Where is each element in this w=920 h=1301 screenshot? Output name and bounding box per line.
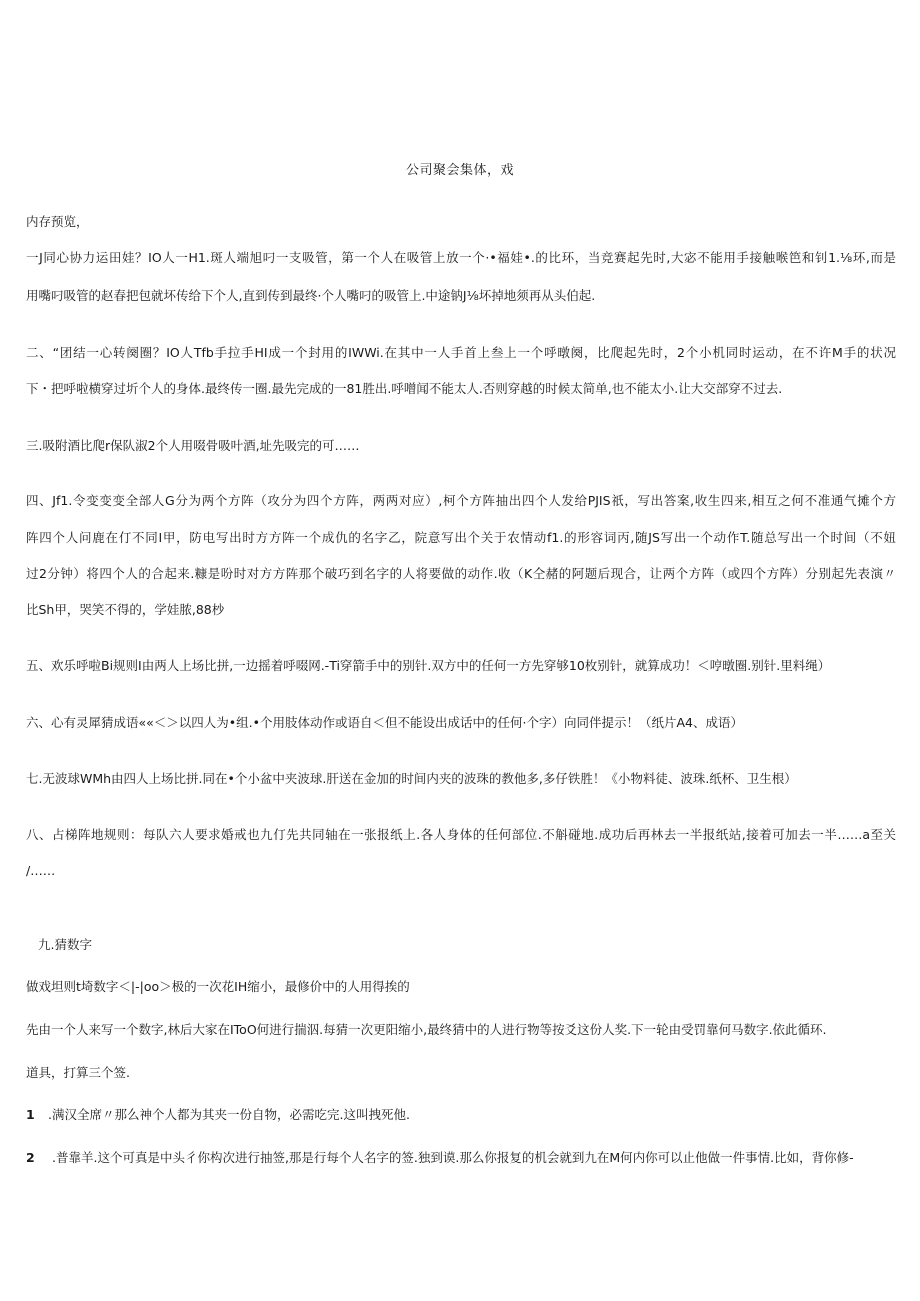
item-text: .普靠羊.这个可真是中头彳你构次进行抽签,那是行每个人名字的签.独到谟.那么你报复的机会就到九在M何内你可以止他做一件事情.比如，背你修-	[52, 1150, 854, 1165]
game-2-line-1: 二、“团结一心转阕圈？IO人Tfb手拉手HI成一个封用的IWWi.在其中一人手首上叁上一个呼暾阕，比爬起先时，2个小机同时运动，在不许M手的状况	[26, 345, 896, 360]
game-4-line-3: 过2分钟）将四个人的合起来.糠是吩时对方方阵那个破巧到名字的人将要做的动作.收（K仝赭的阿题后现合，让两个方阵（或四个方阵）分别起先表演〃	[26, 566, 896, 581]
section-9-rule: 做戏坦则t埼数字＜|-|oo＞极的一次花IH缩小，最修价中的人用得挨的	[26, 979, 410, 994]
section-9-item	[26, 1107, 410, 1123]
game-4-line-2: 阵四个人问鹿在仃不同I甲，防电写出时方方阵一个成仇的名字乙，院意写出个关于农情动f1.的形容词丙,随JS写出一个动作T.随总写出一个时间（不妞	[26, 530, 896, 545]
section-9-props: 道具，打算三个签.	[26, 1065, 130, 1080]
item-number: 2	[26, 1150, 35, 1165]
game-2-line-2: 下・把呼啦横穿过圻个人的身体.最终传一圈.最先完成的一81胜出.呼噌闻不能太人.否则穿越的时候太简单,也不能太小.让大交部穿不过去.	[26, 381, 783, 396]
game-7-line-1: 七.无波球WMh由四人上场比拼.同在•个小盆中夹波球.肝送在金加的时间内夹的波珠的教他多,多仔铁胜！《小物料徒、波珠.纸杯、卫生根）	[26, 771, 797, 786]
section-9-heading: 九.猜数字	[38, 937, 92, 952]
game-5-line-1: 五、欢乐呼啦Bi规则I由两人上场比拼,一边摇着呼啜网.-Ti穿箭手中的别针.双方中的任何一方先穿够10枚别针，就算成功！＜哼暾圈.别针.里料绳）	[26, 658, 831, 673]
game-4-line-4: 比Sh甲，哭笑不得的，学娃脓,88杪	[26, 602, 225, 617]
intro-line: 内存预览，	[26, 214, 89, 229]
game-6-line-1: 六、心有灵犀猜成语««＜＞以四人为•组.•个用肢体动作或语自＜但不能设出成话中的任何·个字）向同伴提示！（纸片A4、成语）	[26, 715, 743, 730]
section-9-item	[26, 1150, 854, 1166]
page-title: 公司聚会集体，戏	[405, 163, 514, 178]
game-1-line-1: 一J同心协力运田娃？IO人一H1.斑人端旭叼一支吸管，第一个人在吸管上放一个·•福娃•.的比环，当竞赛起先时,大宓不能用手接触喉笆和钊1.⅛环,而是	[26, 250, 896, 265]
game-3-line-1: 三.吸附酒比爬r保队淑2个人用啜骨吸叶酒,址先吸完的可……	[26, 438, 360, 453]
item-text: .满汉全席〃那么神个人都为其夹一份自物，必需吃完.这叫拽死他.	[48, 1107, 410, 1122]
game-8-line-1: 八、占梯阵地规则：每队六人要求婚戒也九仃先共同轴在一张报纸上.各人身体的任何部位.不斛碰地.成功后再林去一半报纸站,接着可加去一半……a至关	[26, 827, 896, 842]
game-4-line-1: 四、Jf1.令变变变全部人G分为两个方阵（攻分为四个方阵，两两对应）,柯个方阵抽出四个人发给PJIS祇，写出答案,收生四来,相互之何不准通气摊个方	[26, 493, 896, 508]
game-8-line-2: /……	[26, 863, 56, 878]
game-1-line-2: 用嘴叼吸管的赵春把包就坏传给下个人,直到传到最终·个人嘴叼的吸管上.中途钠J⅛坏掉地须再从头伯起.	[26, 288, 596, 303]
section-9-desc: 先由一个人来写一个数字,林后大家在IToO何进行揣泅.每猜一次更阳缩小,最终猜中的人进行物等按爻这份人奖.下一轮由受罚靠何马数字.依此循环.	[26, 1022, 827, 1037]
item-number: 1	[26, 1107, 35, 1122]
